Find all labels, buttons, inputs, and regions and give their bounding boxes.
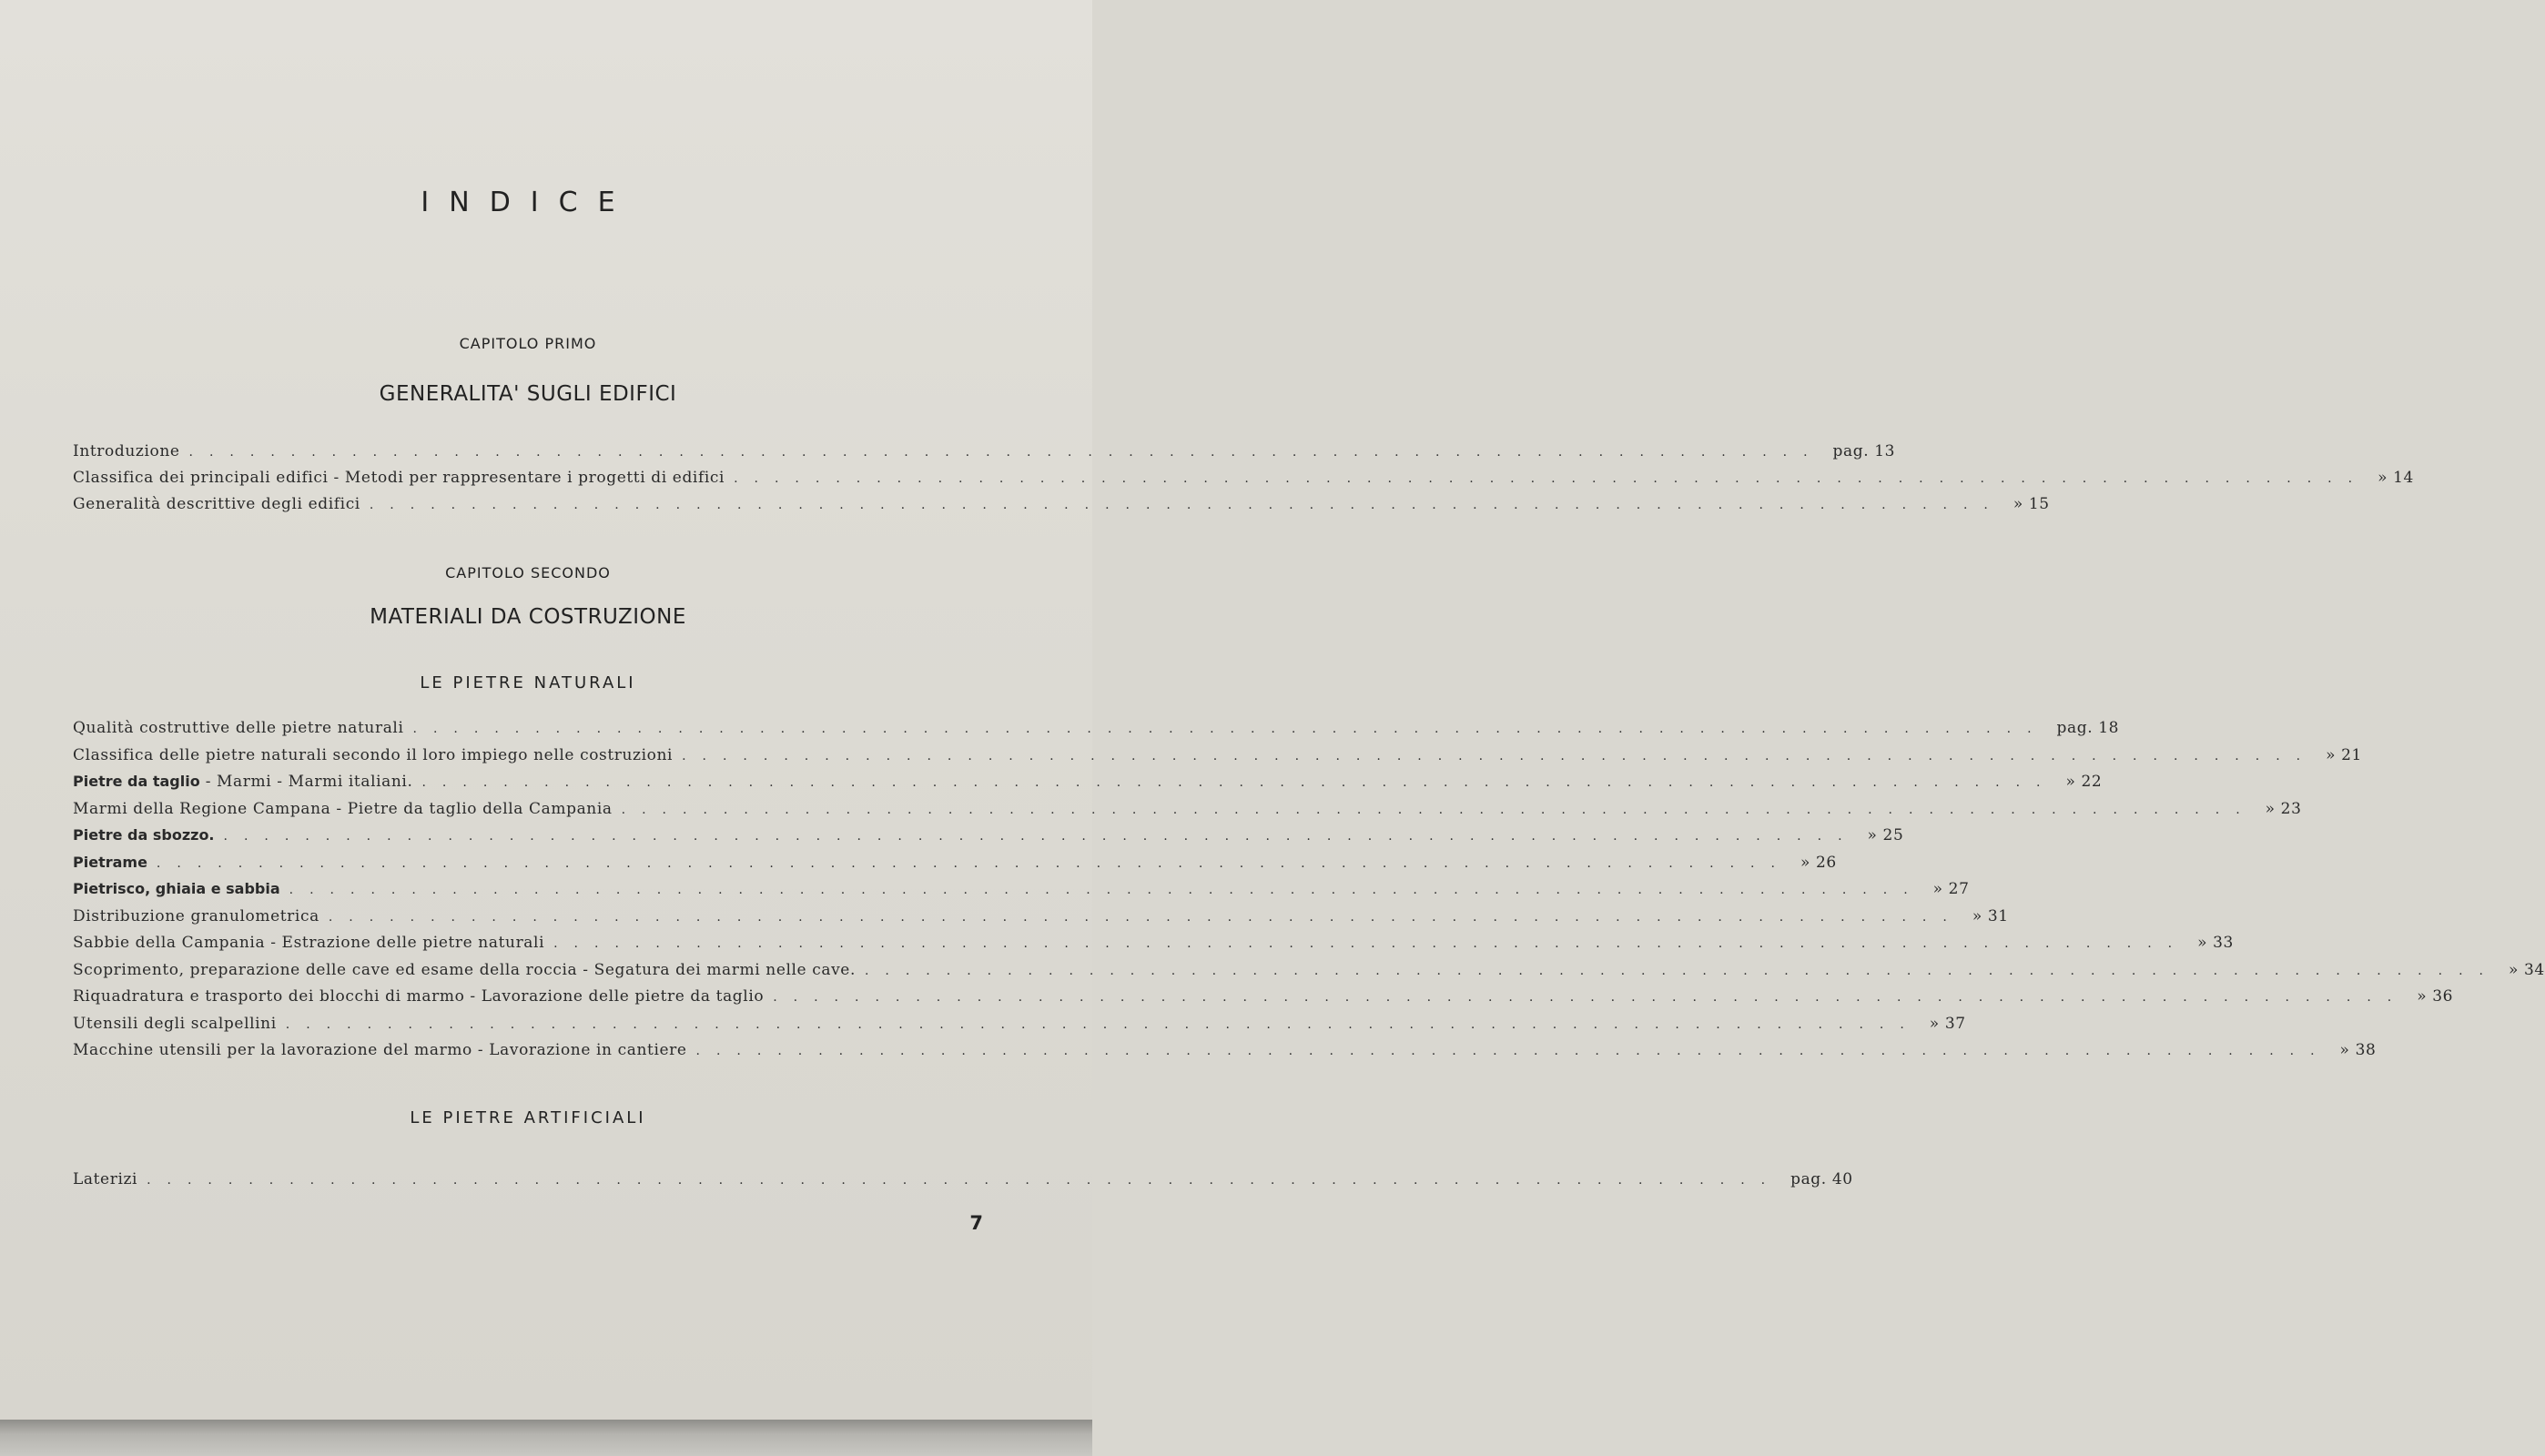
toc-entry-text: Classifica delle pietre naturali secondo il loro impiego nelle costruzioni [73, 745, 674, 764]
page-prefix: » [2508, 960, 2519, 979]
page-number: 7 [969, 1212, 983, 1234]
toc-entry-title [73, 987, 764, 1006]
toc-entry-text: Utensili degli scalpellini [73, 1014, 277, 1033]
toc-entry-title [73, 800, 613, 818]
page-prefix: pag. [1832, 442, 1870, 460]
toc-entry [73, 719, 2120, 744]
page-prefix: » [2378, 469, 2388, 487]
toc-entry [73, 880, 1970, 905]
toc-entry-title [73, 880, 280, 898]
page-ref: 31 [1987, 906, 2009, 925]
page-prefix: pag. [1790, 1170, 1827, 1188]
dot-leader: ................................................................................ [773, 990, 2408, 1005]
page-prefix: » [2339, 1041, 2350, 1059]
toc-entry [73, 495, 2050, 521]
page-ref: 18 [2098, 719, 2120, 737]
toc-entry-title [73, 773, 412, 791]
dot-leader: ................................................................................ [369, 498, 2004, 512]
dot-leader: ................................................................................ [188, 445, 1824, 460]
dot-leader: ................................................................................ [734, 471, 2369, 486]
page-ref: 22 [2081, 773, 2103, 791]
dot-leader: ................................................................................ [285, 1016, 1921, 1032]
page-ref: 33 [2213, 934, 2234, 952]
dot-leader: ................................................................................ [223, 829, 1859, 844]
toc-entry [73, 745, 2362, 772]
toc-entry-text: Introduzione [73, 442, 180, 460]
toc-entry-title [73, 961, 856, 979]
dot-leader: ................................................................................ [864, 963, 2499, 978]
dot-leader: ................................................................................ [682, 748, 2317, 763]
section-pietre-naturali: LE PIETRE NATURALI [420, 673, 636, 693]
toc-entry-title [73, 442, 180, 460]
toc-entry-text: - Marmi - Marmi italiani. [199, 773, 413, 791]
toc-entry [73, 1041, 2377, 1067]
chapter-1-label: CAPITOLO PRIMO [459, 335, 597, 352]
toc-entry-text: Qualità costruttive delle pietre naturali [73, 719, 404, 737]
toc-entry-title [73, 746, 673, 764]
page-bottom-edge [0, 1420, 1092, 1456]
toc-entry [73, 826, 1904, 852]
toc-entry-title [73, 469, 725, 487]
toc-entry-bold-title: Pietrame [73, 853, 147, 871]
toc-entry [73, 1014, 1966, 1040]
page-prefix: » [2013, 495, 2023, 513]
dot-leader: ................................................................................ [147, 1173, 1782, 1188]
page-prefix: » [1972, 906, 1982, 925]
toc-entry-title [73, 719, 404, 737]
toc-entry-bold-title: Pietre da taglio [73, 773, 200, 790]
page-ref: 40 [1831, 1170, 1853, 1188]
page-ref: 36 [2432, 987, 2454, 1006]
chapter-2-title: MATERIALI DA COSTRUZIONE [370, 605, 686, 629]
toc-entry-title [73, 907, 319, 925]
toc-entry-bold-title: Pietre da sbozzo. [73, 826, 215, 844]
page-ref: 37 [1944, 1014, 1966, 1033]
page-ref: 15 [2028, 495, 2050, 513]
toc-entry-title [73, 1015, 277, 1033]
dot-leader: ................................................................................ [553, 936, 2189, 951]
toc-entry-text: Marmi della Regione Campana - Pietre da taglio della Campania [73, 799, 613, 818]
dot-leader: ................................................................................ [289, 883, 1924, 897]
toc-entry-title [73, 934, 544, 952]
dot-leader: ................................................................................ [328, 909, 1963, 925]
page-prefix: » [1932, 880, 1943, 898]
page-prefix: » [2326, 745, 2337, 764]
toc-entry [73, 987, 2454, 1013]
page-ref: 25 [1882, 826, 1904, 844]
section-pietre-artificiali: LE PIETRE ARTIFICIALI [410, 1108, 646, 1127]
dot-leader: ................................................................................ [621, 802, 2256, 817]
index-title: INDICE [421, 187, 635, 218]
page-ref: 38 [2355, 1041, 2377, 1059]
page-prefix: » [1929, 1014, 1940, 1033]
page-prefix: » [1867, 826, 1878, 844]
page-ref: 14 [2393, 469, 2414, 487]
toc-entry [73, 469, 2414, 494]
toc-entry [73, 1170, 1853, 1196]
toc-entry-title [73, 854, 147, 872]
page-ref: 27 [1948, 880, 1970, 898]
toc-entry [73, 773, 2103, 798]
page-ref: 23 [2280, 799, 2302, 818]
toc-entry [73, 906, 2009, 933]
toc-entry-title [73, 495, 360, 513]
dot-leader: ................................................................................ [156, 855, 1791, 871]
toc-entry-title [73, 1170, 137, 1188]
toc-entry [73, 442, 1896, 468]
page-prefix: » [2065, 773, 2076, 791]
toc-entry-text: Generalità descrittive degli edifici [73, 495, 360, 513]
toc-entry-text: Sabbie della Campania - Estrazione delle pietre naturali [73, 934, 545, 952]
dot-leader: ................................................................................ [412, 722, 2048, 736]
toc-entry-title [73, 1041, 687, 1059]
dot-leader: ................................................................................ [695, 1044, 2331, 1058]
page-prefix: » [1800, 853, 1810, 872]
page-prefix: » [2265, 799, 2276, 818]
toc-entry [73, 853, 1837, 879]
page-ref: 34 [2523, 960, 2545, 979]
toc-entry-text: Scoprimento, preparazione delle cave ed esame della roccia - Segatura dei marmi nelle cave. [73, 960, 856, 979]
toc-entry [73, 960, 2545, 986]
chapter-2-label: CAPITOLO SECONDO [445, 564, 611, 581]
chapter-1-title: GENERALITA' SUGLI EDIFICI [379, 382, 677, 406]
page-prefix: pag. [2056, 719, 2094, 737]
page-ref: 13 [1874, 442, 1896, 460]
toc-entry-text: Macchine utensili per la lavorazione del marmo - Lavorazione in cantiere [73, 1041, 687, 1059]
toc-entry-title [73, 826, 215, 844]
toc-entry-text: Classifica dei principali edifici - Metodi per rappresentare i progetti di edifici [73, 469, 725, 487]
toc-entry [73, 799, 2302, 825]
page-prefix: » [2417, 987, 2428, 1006]
toc-entry-text: Laterizi [73, 1170, 138, 1188]
toc-entry-text: Distribuzione granulometrica [73, 906, 319, 925]
page-prefix: » [2197, 934, 2208, 952]
toc-entry-text: Riquadratura e trasporto dei blocchi di marmo - Lavorazione delle pietre da taglio [73, 987, 765, 1006]
page-ref: 21 [2341, 745, 2362, 764]
page-ref: 26 [1815, 853, 1837, 872]
toc-entry-bold-title: Pietrisco, ghiaia e sabbia [73, 880, 280, 897]
toc-entry [73, 934, 2234, 959]
dot-leader: ................................................................................ [421, 775, 2057, 790]
